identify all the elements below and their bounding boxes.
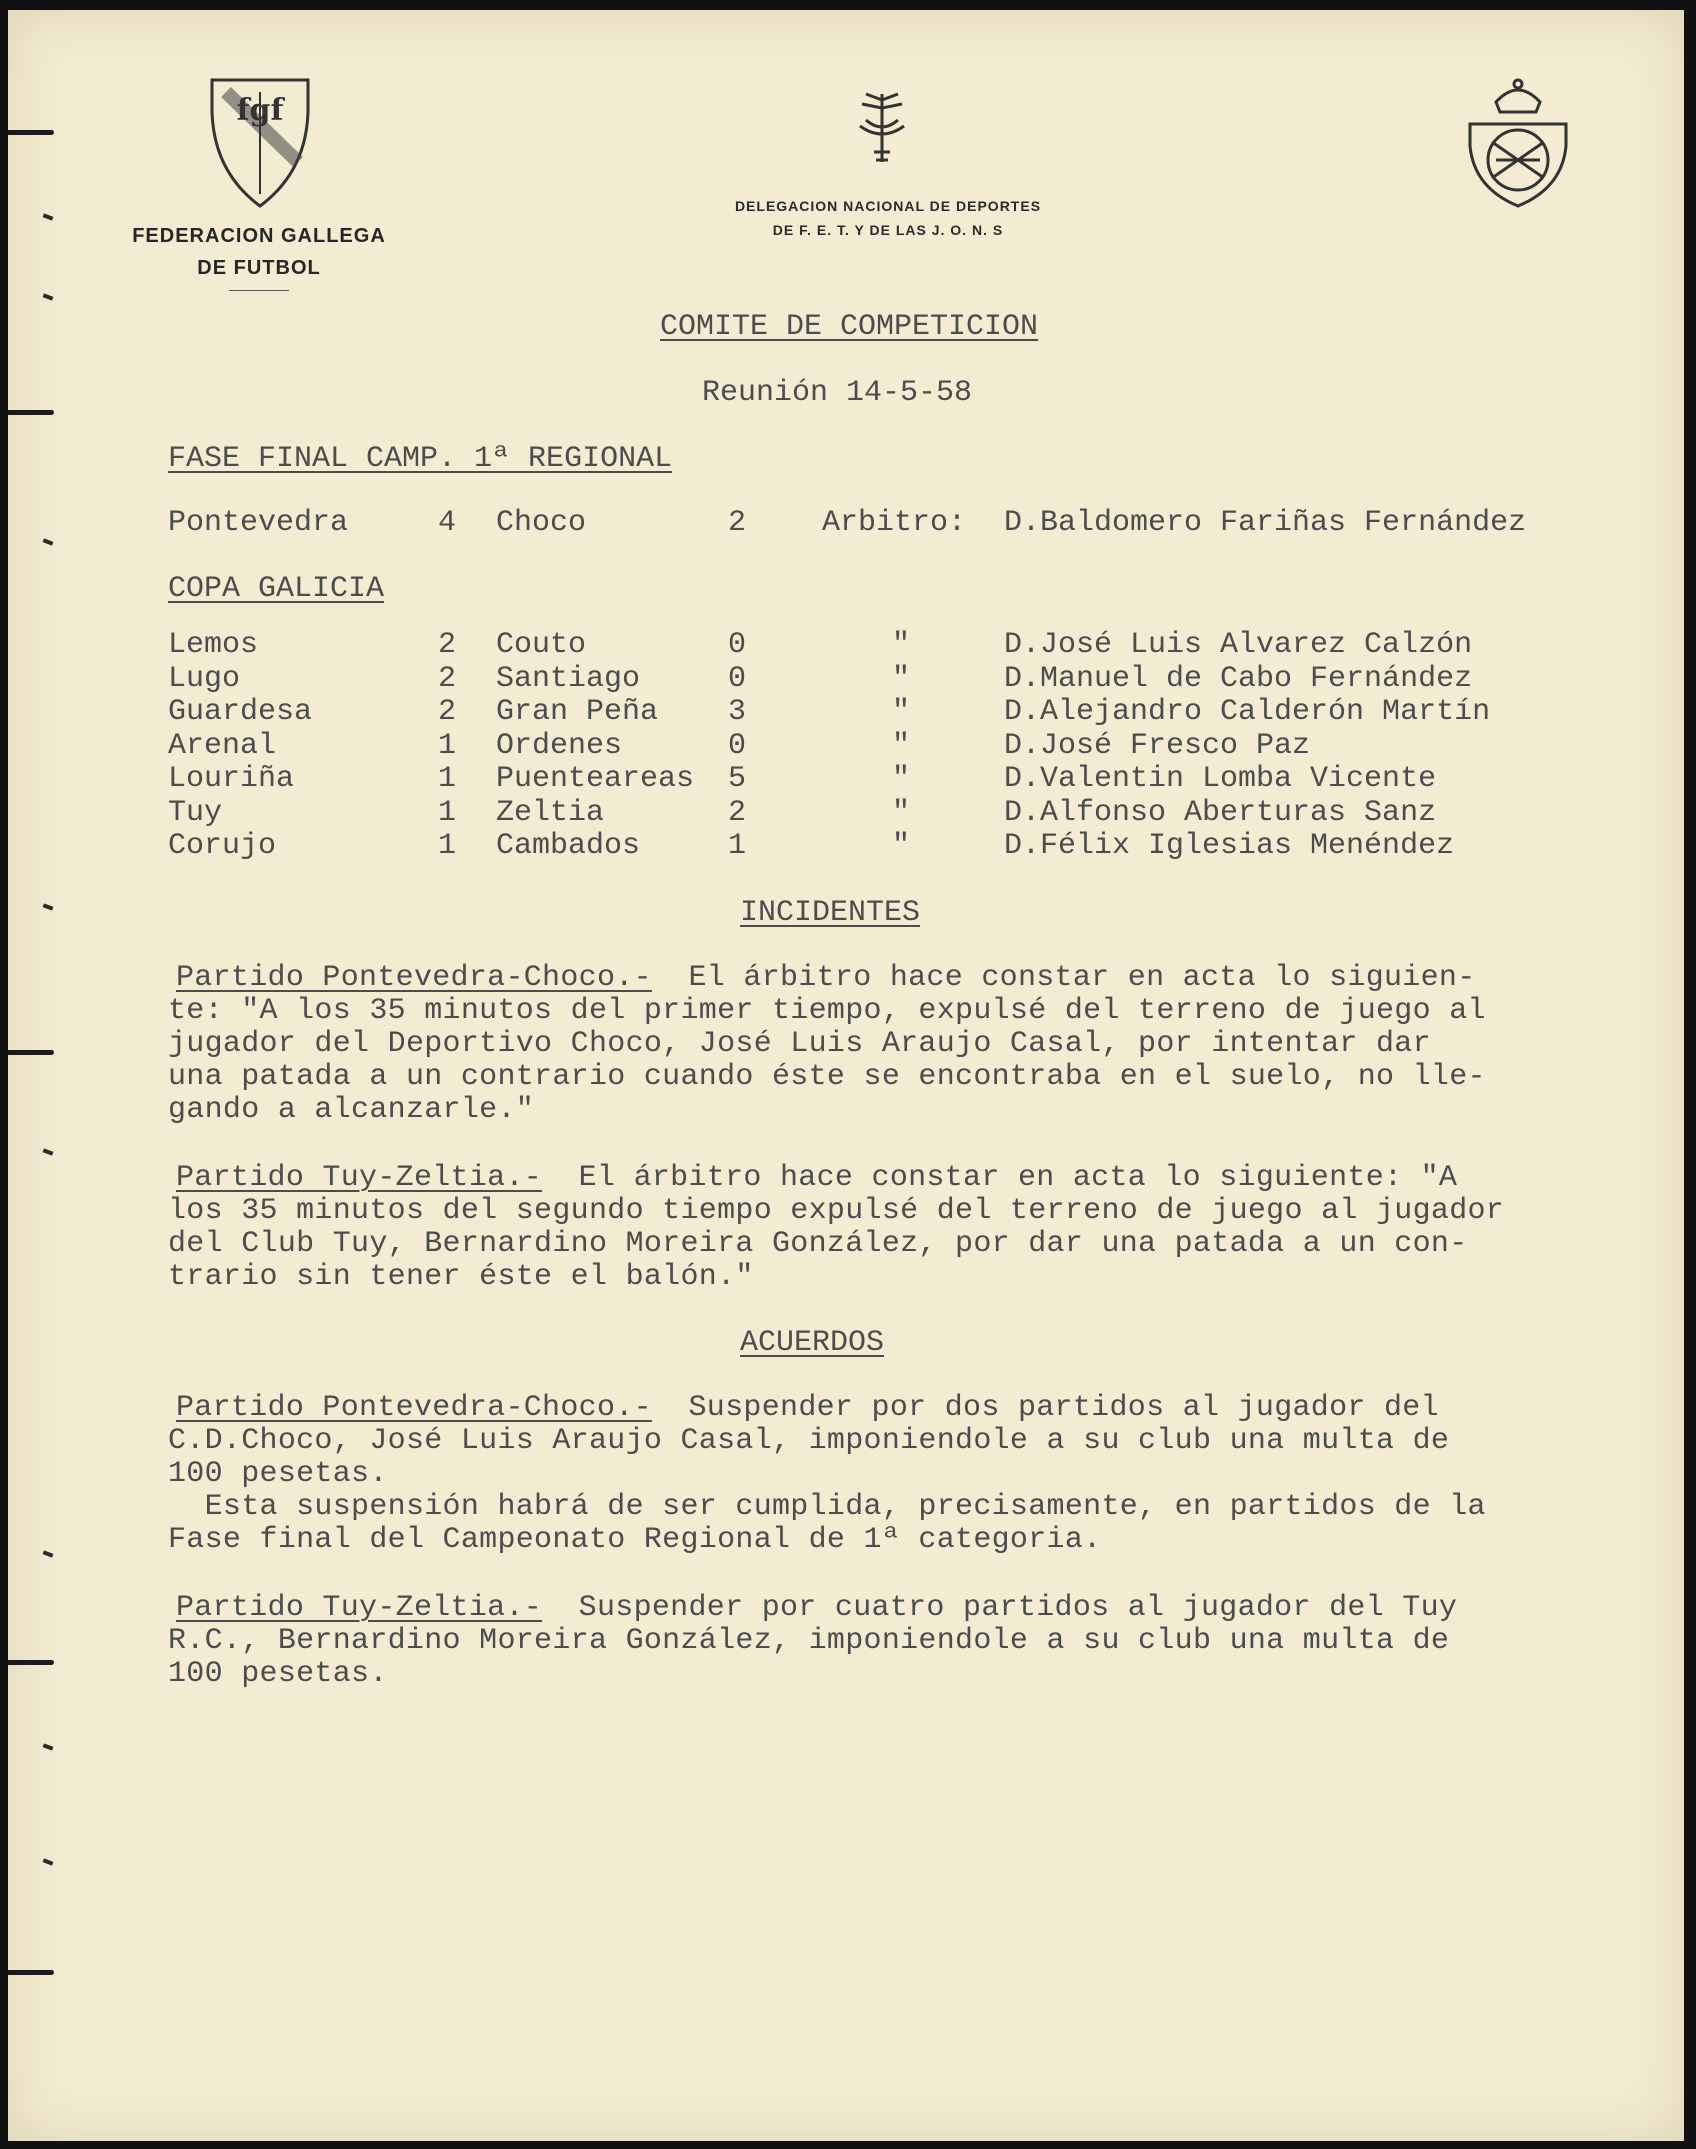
- away-team: Choco: [496, 506, 587, 540]
- edge-tick: [43, 293, 54, 300]
- incident-match-label: Partido Pontevedra-Choco.-: [176, 961, 652, 995]
- agreement-first-line: Suspender por dos partidos al jugador del: [651, 1391, 1439, 1425]
- away-team: Santiago: [496, 661, 641, 696]
- binder-mark: [8, 410, 54, 415]
- copa-match-row: [8, 695, 1684, 729]
- edge-tick: [43, 1743, 54, 1750]
- edge-tick: [43, 213, 54, 220]
- edge-tick: [43, 1858, 54, 1865]
- referee-label: Arbitro:: [822, 506, 967, 540]
- incident-first-line: El árbitro hace constar en acta lo siguien-: [651, 961, 1476, 995]
- copa-galicia-heading: COPA GALICIA: [168, 572, 385, 606]
- home-score: 2: [438, 628, 457, 662]
- binder-mark: [8, 130, 54, 135]
- acuerdos-heading: ACUERDOS: [740, 1326, 885, 1360]
- home-score: 4: [438, 506, 457, 540]
- agreement-match-label: Partido Tuy-Zeltia.-: [176, 1591, 543, 1625]
- binder-mark: [8, 1660, 54, 1665]
- copa-match-row: [8, 662, 1684, 696]
- away-team: Couto: [496, 628, 587, 662]
- away-team: Zeltia: [496, 795, 605, 830]
- federation-name-line-2: DE FUTBOL: [197, 257, 321, 279]
- referee-name: D.Alfonso Aberturas Sanz: [1004, 795, 1437, 830]
- copa-match-row: [8, 829, 1684, 863]
- home-team: Arenal: [168, 728, 277, 763]
- away-team: Ordenes: [496, 728, 623, 763]
- home-team: Tuy: [168, 795, 223, 830]
- royal-federation-crest-icon: [1462, 72, 1574, 212]
- delegation-name: [648, 194, 1128, 242]
- fase-final-heading: FASE FINAL CAMP. 1ª REGIONAL: [168, 442, 673, 476]
- document-page: [8, 10, 1684, 2141]
- referee-name: D.José Luis Alvarez Calzón: [1004, 628, 1473, 662]
- ditto-mark: ": [892, 795, 911, 830]
- incident-paragraph-continuation: los 35 minutos del segundo tiempo expulsé del terreno de juego al jugador del Club Tuy, Bernardino Moreira González, por dar una patada a un con- trario sin tener éste el balón.": [168, 1194, 1505, 1294]
- away-team: Puenteareas: [496, 762, 695, 796]
- home-team: Lemos: [168, 628, 259, 662]
- yoke-arrows-emblem-icon: [852, 90, 912, 166]
- away-score: 3: [728, 695, 747, 729]
- home-team: Guardesa: [168, 695, 313, 729]
- edge-tick: [43, 1148, 54, 1155]
- incident-match-label: Partido Tuy-Zeltia.-: [176, 1161, 543, 1195]
- ditto-mark: ": [892, 628, 911, 662]
- svg-text:fgf: fgf: [236, 93, 284, 128]
- federation-name-line-1: FEDERACION GALLEGA: [132, 225, 386, 247]
- incident-paragraph: [176, 1162, 1684, 1195]
- home-score: 1: [438, 762, 457, 796]
- home-team: Corujo: [168, 829, 277, 863]
- referee-name: D.Baldomero Fariñas Fernández: [1004, 506, 1527, 540]
- away-score: 1: [728, 829, 747, 863]
- away-team: Gran Peña: [496, 695, 659, 729]
- binder-mark: [8, 1050, 54, 1055]
- home-team: Lugo: [168, 661, 241, 696]
- away-score: 2: [728, 795, 747, 830]
- away-score: 0: [728, 728, 747, 763]
- referee-name: D.Manuel de Cabo Fernández: [1004, 661, 1473, 696]
- fase-final-match-row: [8, 506, 1684, 540]
- home-team: Pontevedra: [168, 506, 349, 540]
- referee-name: D.José Fresco Paz: [1004, 728, 1311, 763]
- away-score: 5: [728, 762, 747, 796]
- ditto-mark: ": [892, 695, 911, 729]
- agreement-paragraph: [176, 1592, 1684, 1625]
- edge-tick: [43, 1550, 54, 1557]
- ditto-mark: ": [892, 728, 911, 763]
- delegation-name-line-2: DE F. E. T. Y DE LAS J. O. N. S: [772, 222, 1004, 238]
- away-team: Cambados: [496, 829, 641, 863]
- referee-name: D.Valentin Lomba Vicente: [1004, 762, 1437, 796]
- agreement-paragraph-continuation: R.C., Bernardino Moreira González, imponiendole a su club una multa de 100 pesetas.: [168, 1624, 1450, 1691]
- referee-name: D.Alejandro Calderón Martín: [1004, 695, 1491, 729]
- away-score: 0: [728, 661, 747, 696]
- home-score: 2: [438, 661, 457, 696]
- copa-match-row: [8, 729, 1684, 763]
- document-title: COMITE DE COMPETICION: [660, 310, 1039, 344]
- divider: [229, 290, 289, 291]
- ditto-mark: ": [892, 661, 911, 696]
- agreement-paragraph-continuation: C.D.Choco, José Luis Araujo Casal, imponiendole a su club una multa de 100 pesetas. Esta suspensión habrá de ser cumplida, precisamente, en partidos de la Fase final del Campeonato Regional de 1ª categoria.: [168, 1424, 1486, 1557]
- incident-paragraph: [176, 962, 1684, 995]
- home-score: 1: [438, 829, 457, 863]
- away-score: 0: [728, 628, 747, 662]
- federacion-crest-icon: [206, 72, 314, 212]
- home-team: Louriña: [168, 762, 295, 796]
- copa-match-row: [8, 796, 1684, 830]
- incidentes-heading: INCIDENTES: [740, 896, 921, 930]
- agreement-paragraph: [176, 1392, 1684, 1425]
- ditto-mark: ": [892, 829, 911, 863]
- agreement-match-label: Partido Pontevedra-Choco.-: [176, 1391, 652, 1425]
- home-score: 2: [438, 695, 457, 729]
- meeting-date: Reunión 14-5-58: [702, 376, 973, 410]
- away-score: 2: [728, 506, 747, 540]
- copa-match-row: [8, 762, 1684, 796]
- ditto-mark: ": [892, 762, 911, 796]
- edge-tick: [43, 903, 54, 910]
- binder-mark: [8, 1970, 54, 1975]
- home-score: 1: [438, 728, 457, 763]
- copa-match-row: [8, 628, 1684, 662]
- referee-name: D.Félix Iglesias Menéndez: [1004, 829, 1455, 863]
- incident-first-line: El árbitro hace constar en acta lo siguiente: "A: [542, 1161, 1458, 1195]
- home-score: 1: [438, 795, 457, 830]
- agreement-first-line: Suspender por cuatro partidos al jugador del Tuy: [542, 1591, 1458, 1625]
- federation-name: [114, 220, 404, 291]
- delegation-name-line-1: DELEGACION NACIONAL DE DEPORTES: [734, 198, 1042, 214]
- incident-paragraph-continuation: te: "A los 35 minutos del primer tiempo, expulsé del terreno de juego al jugador del Deportivo Choco, José Luis Araujo Casal, por intentar dar una patada a un contrario cuando éste se encontraba en el suelo, no lle- gando a alcanzarle.": [168, 994, 1486, 1127]
